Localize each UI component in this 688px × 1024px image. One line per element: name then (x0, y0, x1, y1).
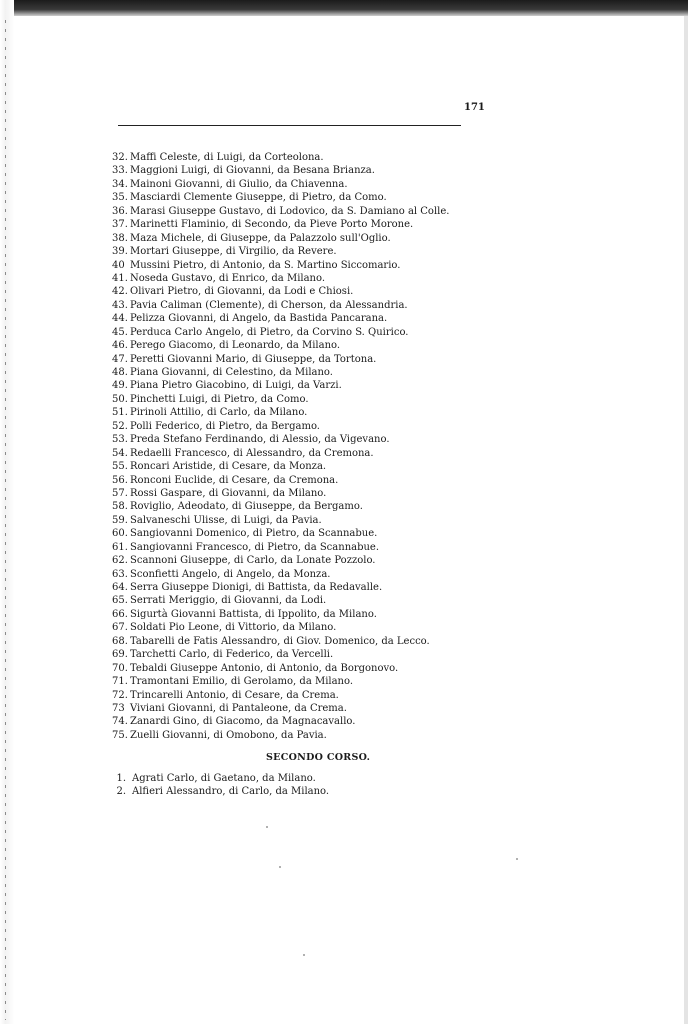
entry-number: 32. (112, 152, 128, 163)
list-item (112, 608, 449, 621)
entry-number: 2. (116, 786, 126, 798)
entry-number: 40 (112, 259, 125, 271)
entry-text: Perego Giacomo, di Leonardo, da Milano. (130, 340, 341, 352)
entry-number: 59. (112, 514, 128, 526)
entry-text: Peretti Giovanni Mario, di Giuseppe, da Tortona. (130, 353, 377, 365)
list-item (112, 689, 449, 702)
entry-number: 71. (112, 676, 128, 688)
list-item (112, 433, 449, 446)
entry-number: 61. (112, 541, 128, 553)
list-item (112, 648, 449, 661)
list-item (112, 581, 449, 594)
list-item (112, 500, 449, 513)
list-item (112, 702, 449, 715)
entry-text: Sigurtà Giovanni Battista, di Ippolito, da Milano. (130, 608, 377, 620)
list-item (112, 178, 449, 191)
entry-number: 75. (112, 729, 128, 741)
list-item (112, 164, 449, 177)
entry-number: 52. (112, 420, 128, 432)
entry-number: 51. (112, 407, 128, 419)
list-item (112, 460, 449, 473)
entry-text: Agrati Carlo, di Gaetano, da Milano. (132, 773, 316, 784)
entry-text: Maggioni Luigi, di Giovanni, da Besana Brianza. (130, 165, 375, 177)
entry-number: 63. (112, 568, 128, 580)
list-item (112, 541, 449, 554)
entry-text: Tarchetti Carlo, di Federico, da Vercelli. (130, 649, 334, 661)
entry-number: 68. (112, 635, 128, 647)
entry-number: 50. (112, 393, 128, 405)
entry-text: Soldati Pio Leone, di Vittorio, da Milano. (130, 622, 337, 634)
scan-speck (279, 866, 281, 868)
entry-text: Preda Stefano Ferdinando, di Alessio, da Vigevano. (130, 434, 390, 446)
list-item (112, 487, 449, 500)
entry-text: Pinchetti Luigi, di Pietro, da Como. (130, 393, 309, 405)
list-item (112, 729, 449, 742)
entry-text: Trincarelli Antonio, di Cesare, da Crema. (130, 689, 339, 701)
entry-number: 46. (112, 340, 128, 352)
entry-text: Serrati Meriggio, di Giovanni, da Lodi. (130, 595, 327, 607)
entry-number: 33. (112, 165, 128, 177)
entry-text: Polli Federico, di Pietro, da Bergamo. (130, 420, 320, 432)
list-item (112, 218, 449, 231)
list-item (112, 474, 449, 487)
entry-text: Sconfietti Angelo, di Angelo, da Monza. (130, 568, 331, 580)
list-item (112, 621, 449, 634)
scan-speck (303, 954, 305, 956)
entry-text: Maffi Celeste, di Luigi, da Corteolona. (130, 152, 324, 163)
entry-number: 67. (112, 622, 128, 634)
entry-text: Marasi Giuseppe Gustavo, di Lodovico, da S. Damiano al Colle. (130, 205, 450, 217)
entry-number: 54. (112, 447, 128, 459)
entry-text: Alfieri Alessandro, di Carlo, da Milano. (132, 786, 330, 798)
entry-text: Sangiovanni Francesco, di Pietro, da Scannabue. (130, 541, 380, 553)
list-item (112, 785, 329, 798)
entry-text: Mainoni Giovanni, di Giulio, da Chiavenna. (130, 178, 348, 190)
header-rule (118, 125, 461, 126)
entry-number: 62. (112, 555, 128, 567)
entry-text: Viviani Giovanni, di Pantaleone, da Crema. (130, 702, 347, 714)
scan-speck (266, 826, 268, 828)
entry-number: 44. (112, 313, 128, 325)
entry-number: 57. (112, 487, 128, 499)
entry-text: Mortari Giuseppe, di Virgilio, da Revere. (130, 246, 337, 258)
entry-text: Tebaldi Giuseppe Antonio, di Antonio, da Borgonovo. (130, 662, 399, 674)
list-item (112, 393, 449, 406)
list-item (112, 326, 449, 339)
entry-text: Tabarelli de Fatis Alessandro, di Giov. Domenico, da Lecco. (130, 635, 430, 647)
list-item (112, 568, 449, 581)
entry-number: 55. (112, 461, 128, 473)
entry-number: 39. (112, 246, 128, 258)
page-number: 171 (464, 102, 485, 113)
entry-number: 45. (112, 326, 128, 338)
entry-text: Noseda Gustavo, di Enrico, da Milano. (130, 272, 326, 284)
entry-number: 74. (112, 716, 128, 728)
list-item (112, 259, 449, 272)
section-title: SECONDO CORSO. (266, 752, 371, 763)
entry-text: Sangiovanni Domenico, di Pietro, da Scannabue. (130, 528, 378, 540)
entry-number: 1. (116, 773, 126, 784)
list-item (112, 447, 449, 460)
list-item (112, 662, 449, 675)
entry-text: Pirinoli Attilio, di Carlo, da Milano. (130, 407, 308, 419)
list-item (112, 715, 449, 728)
entry-text: Zuelli Giovanni, di Omobono, da Pavia. (130, 729, 327, 741)
entry-text: Perduca Carlo Angelo, di Pietro, da Corvino S. Quirico. (130, 326, 409, 338)
entry-text: Marinetti Flaminio, di Secondo, da Pieve Porto Morone. (130, 219, 414, 231)
list-item (112, 285, 449, 298)
entry-text: Piana Giovanni, di Celestino, da Milano. (130, 367, 333, 378)
entry-text: Redaelli Francesco, di Alessandro, da Cremona. (130, 447, 374, 459)
list-item (112, 205, 449, 218)
entry-number: 64. (112, 582, 128, 593)
entry-number: 49. (112, 380, 128, 392)
entry-number: 36. (112, 205, 128, 217)
entry-number: 38. (112, 232, 128, 244)
entry-text: Salvaneschi Ulisse, di Luigi, da Pavia. (130, 514, 322, 526)
entry-text: Piana Pietro Giacobino, di Luigi, da Varzi. (130, 380, 342, 392)
entry-number: 34. (112, 178, 128, 190)
entry-number: 73 (112, 702, 125, 714)
entry-number: 69. (112, 649, 128, 661)
scan-top-border (0, 0, 688, 16)
entry-number: 37. (112, 219, 128, 231)
list-item (112, 594, 449, 607)
list-item (112, 366, 449, 379)
entry-text: Ronconi Euclide, di Cesare, da Cremona. (130, 474, 339, 486)
list-item (112, 151, 449, 164)
list-item (112, 379, 449, 392)
list-item (112, 514, 449, 527)
entry-text: Roncari Aristide, di Cesare, da Monza. (130, 461, 327, 473)
entry-text: Masciardi Clemente Giuseppe, di Pietro, da Como. (130, 192, 387, 204)
list-item (112, 527, 449, 540)
list-item (112, 635, 449, 648)
list-item (112, 554, 449, 567)
entry-number: 65. (112, 595, 128, 607)
entry-text: Mussini Pietro, di Antonio, da S. Martino Siccomario. (130, 259, 401, 271)
list-item (112, 312, 449, 325)
entry-text: Pavia Caliman (Clemente), di Cherson, da Alessandria. (130, 299, 408, 311)
entry-number: 58. (112, 501, 128, 513)
entry-number: 42. (112, 286, 128, 298)
entry-number: 70. (112, 662, 128, 674)
list-item (112, 772, 329, 785)
list-item (112, 191, 449, 204)
scan-speck (516, 858, 518, 860)
list-item (112, 299, 449, 312)
list-item (112, 232, 449, 245)
entry-text: Scannoni Giuseppe, di Carlo, da Lonate Pozzolo. (130, 555, 376, 567)
list-item (112, 420, 449, 433)
entry-text: Olivari Pietro, di Giovanni, da Lodi e Chiosi. (130, 286, 354, 298)
entry-number: 41. (112, 272, 128, 284)
list-item (112, 675, 449, 688)
entry-text: Serra Giuseppe Dionigi, di Battista, da Redavalle. (130, 582, 383, 593)
list-item (112, 272, 449, 285)
list-item (112, 353, 449, 366)
entry-number: 56. (112, 474, 128, 486)
entry-number: 43. (112, 299, 128, 311)
entry-number: 48. (112, 367, 128, 378)
entry-text: Rossi Gaspare, di Giovanni, da Milano. (130, 487, 327, 499)
list-item (112, 339, 449, 352)
entry-number: 60. (112, 528, 128, 540)
student-list (112, 151, 449, 742)
second-course-list (112, 772, 329, 799)
entry-text: Roviglio, Adeodato, di Giuseppe, da Bergamo. (130, 501, 363, 513)
entry-text: Zanardi Gino, di Giacomo, da Magnacavallo. (130, 716, 356, 728)
list-item (112, 245, 449, 258)
entry-text: Pelizza Giovanni, di Angelo, da Bastida Pancarana. (130, 313, 388, 325)
entry-text: Maza Michele, di Giuseppe, da Palazzolo sull'Oglio. (130, 232, 391, 244)
entry-number: 47. (112, 353, 128, 365)
entry-text: Tramontani Emilio, di Gerolamo, da Milano. (130, 676, 354, 688)
entry-number: 66. (112, 608, 128, 620)
scan-right-edge (684, 16, 688, 1024)
scan-binding-edge (0, 0, 14, 1024)
entry-number: 72. (112, 689, 128, 701)
list-item (112, 406, 449, 419)
entry-number: 35. (112, 192, 128, 204)
entry-number: 53. (112, 434, 128, 446)
